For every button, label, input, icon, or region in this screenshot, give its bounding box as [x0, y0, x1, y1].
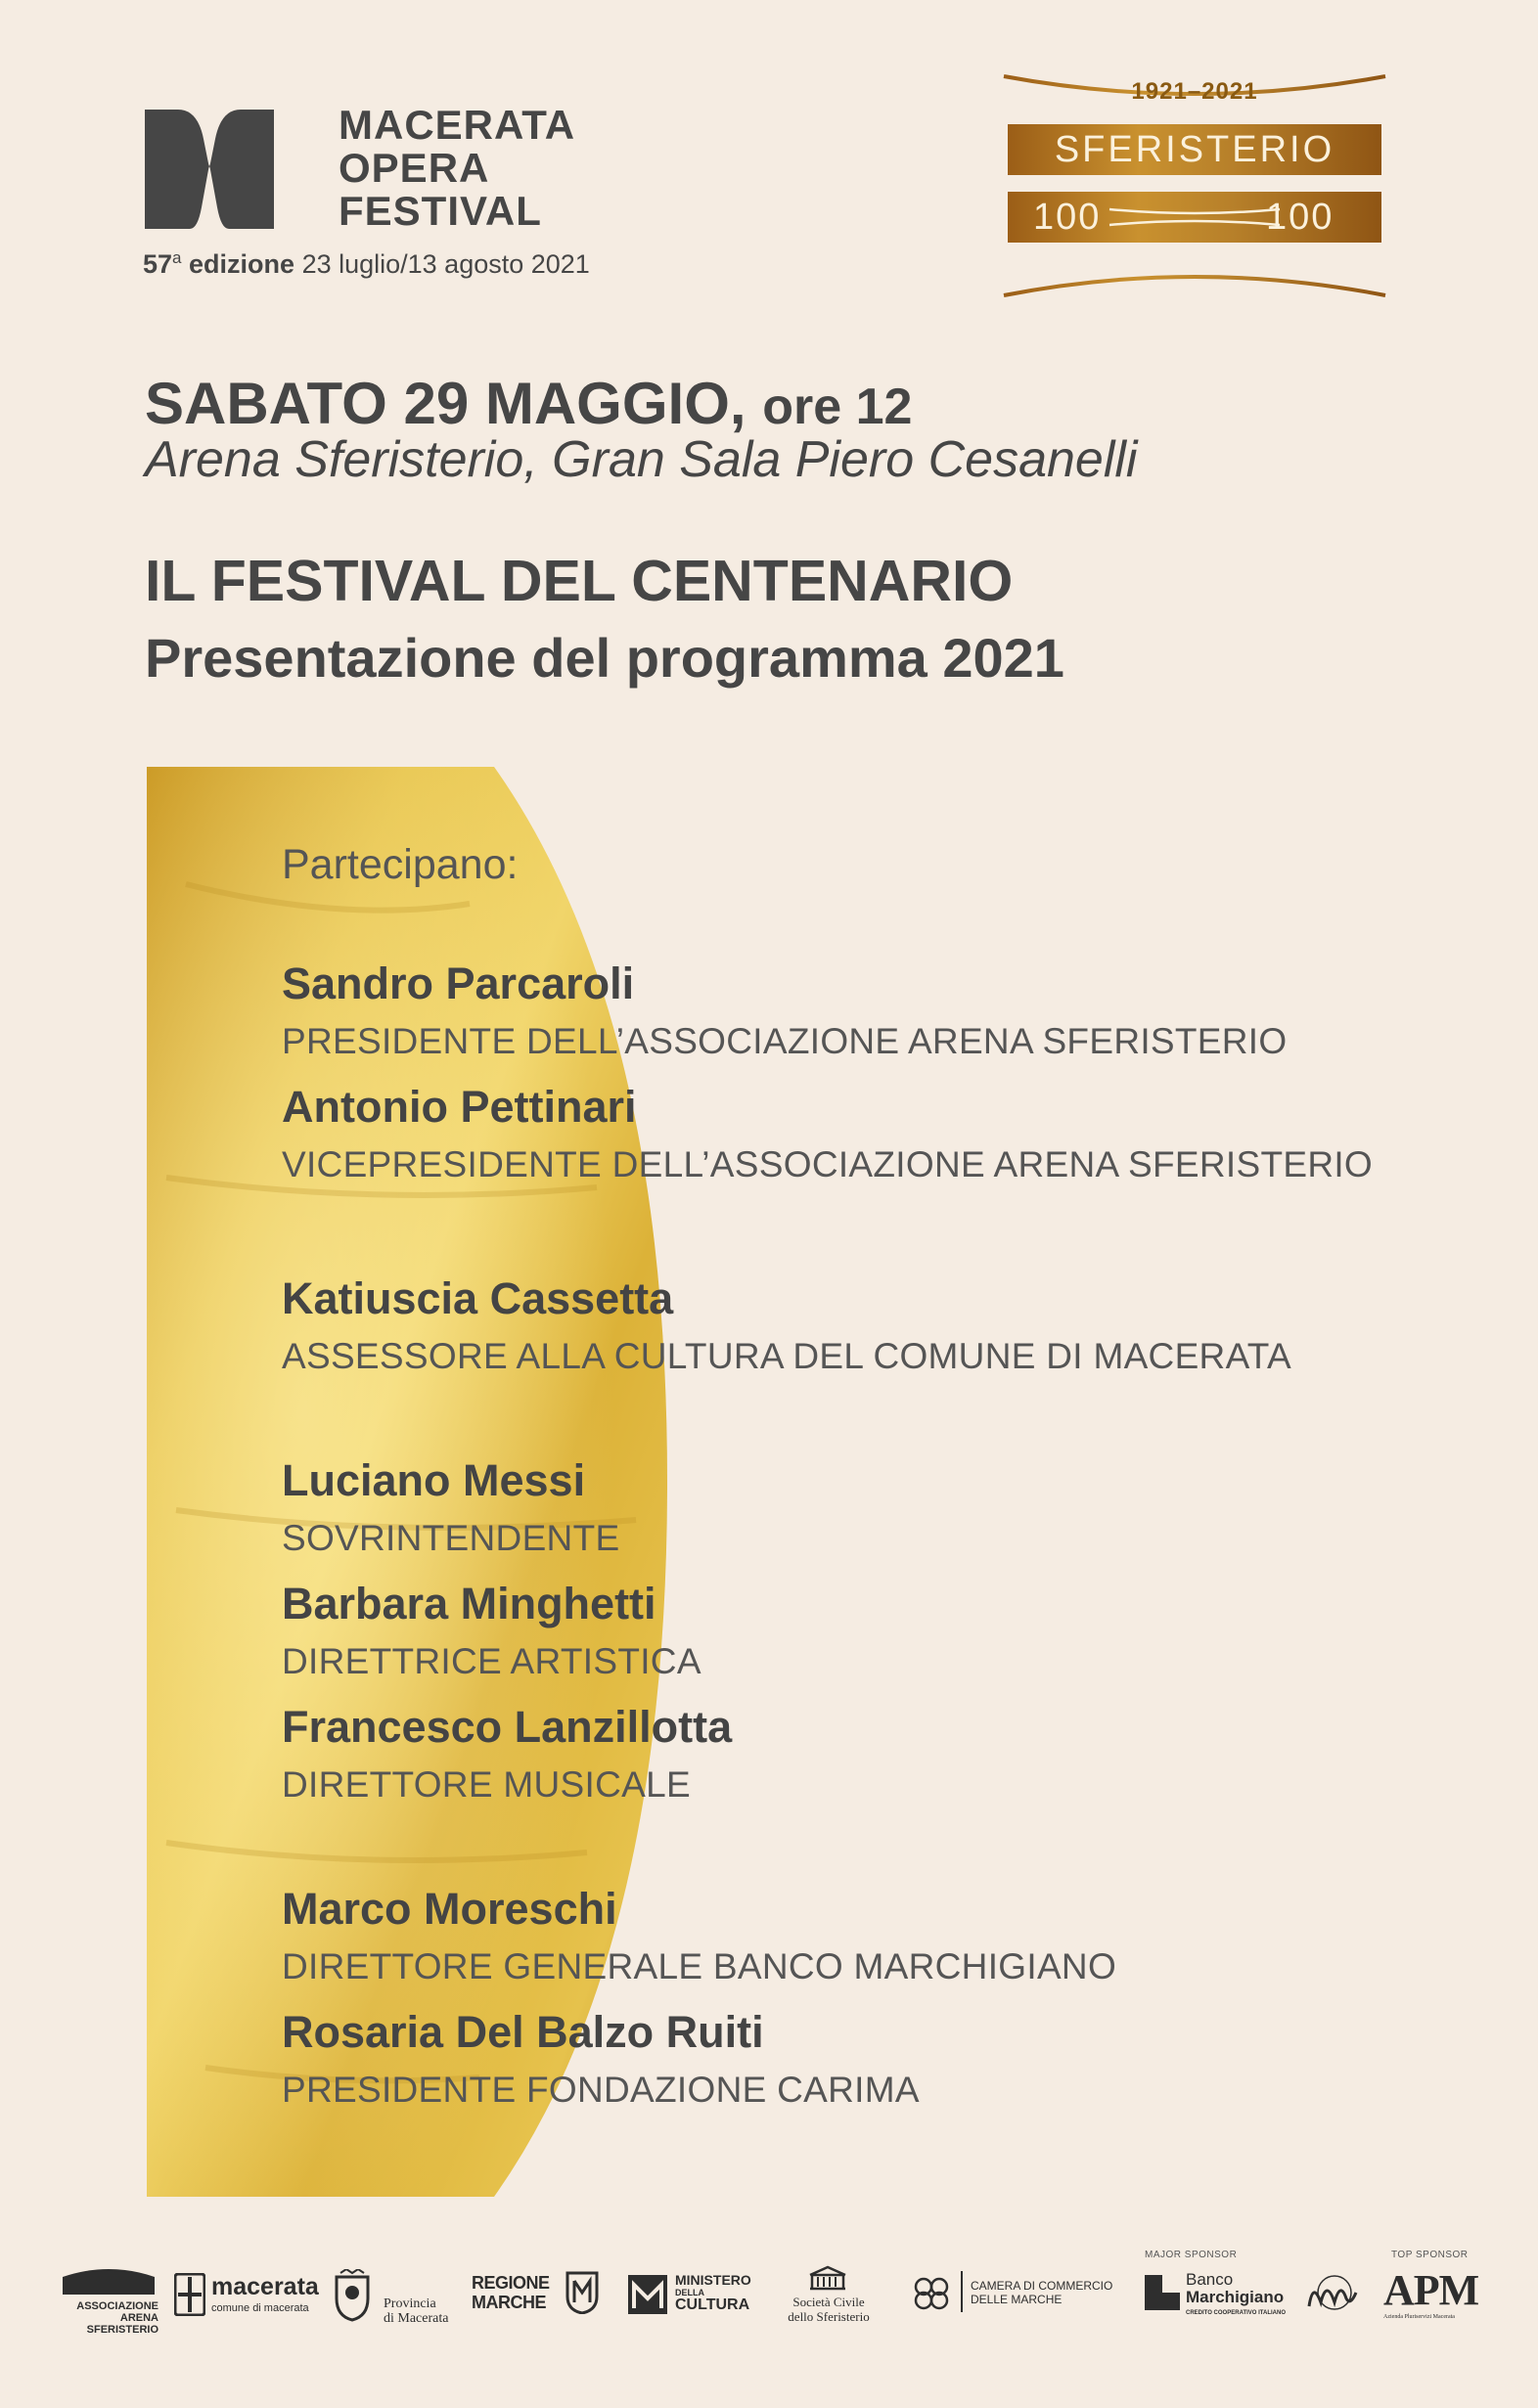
participant-role: DIRETTRICE ARTISTICA [282, 1641, 701, 1681]
arena-sferisterio-icon [63, 2267, 155, 2295]
logo-line-1: MACERATA [339, 102, 576, 148]
associazione-logo [61, 2300, 158, 2336]
participant-name: Marco Moreschi [282, 1884, 617, 1934]
ministero-line-2: DELLA [675, 2288, 704, 2297]
participant-name: Francesco Lanzillotta [282, 1702, 733, 1752]
edition-info [143, 248, 590, 280]
participant-role: DIRETTORE GENERALE BANCO MARCHIGIANO [282, 1946, 1117, 1986]
sponsor-footer [0, 2250, 1538, 2367]
badge-title: SFERISTERIO [1054, 129, 1335, 170]
major-sponsor-label: MAJOR SPONSOR [1145, 2250, 1238, 2260]
logo-line-2: OPERA [339, 145, 490, 191]
banco-script-mark-icon [1305, 2273, 1360, 2312]
provincia-crest-icon [333, 2269, 372, 2322]
participant-name: Barbara Minghetti [282, 1579, 656, 1628]
participant-name: Luciano Messi [282, 1455, 586, 1505]
societa-civile-building-icon [808, 2265, 847, 2291]
event-time: ore 12 [762, 379, 913, 435]
top-sponsor-label: TOP SPONSOR [1391, 2250, 1469, 2260]
participant-name: Antonio Pettinari [282, 1082, 637, 1132]
banco-line-2: Marchigiano [1186, 2288, 1285, 2306]
participant-name: Katiuscia Cassetta [282, 1273, 674, 1323]
badge-left-number: 100 [1033, 197, 1102, 238]
societa-civile-logo [787, 2295, 871, 2324]
participant-name: Rosaria Del Balzo Ruiti [282, 2007, 764, 2057]
event-title: IL FESTIVAL DEL CENTENARIO [145, 549, 1014, 613]
edition-dates: 23 luglio/13 agosto 2021 [301, 249, 590, 279]
associazione-line-2: ARENA SFERISTERIO [86, 2312, 158, 2336]
provincia-line-2: di Macerata [384, 2311, 449, 2326]
participant-role: DIRETTORE MUSICALE [282, 1764, 691, 1805]
sferisterio-centenary-badge [1002, 72, 1387, 299]
camera-commercio-knot-icon [910, 2273, 953, 2312]
event-date: SABATO 29 MAGGIO, [145, 371, 746, 436]
societa-line-1: Società Civile [792, 2295, 865, 2309]
regione-line-1: REGIONE [472, 2273, 550, 2293]
edition-superscript: a [172, 248, 182, 267]
participants-heading: Partecipano: [282, 841, 519, 888]
regione-line-2: MARCHE [472, 2293, 546, 2312]
badge-right-number: 100 [1266, 197, 1334, 238]
banco-subtext: CREDITO COOPERATIVO ITALIANO [1186, 2310, 1287, 2316]
ministero-cultura-icon [628, 2275, 667, 2314]
participant-role: PRESIDENTE FONDAZIONE CARIMA [282, 2070, 920, 2110]
event-venue: Arena Sferisterio, Gran Sala Piero Cesanelli [145, 431, 1138, 488]
edition-number: 57 [143, 249, 173, 279]
macerata-coat-of-arms-icon [174, 2273, 205, 2316]
edition-word: edizione [189, 249, 295, 279]
apm-subtext: Azienda Pluriservizi Macerata [1383, 2314, 1455, 2320]
ministero-cultura-logo [675, 2273, 751, 2312]
participant-role: PRESIDENTE DELL’ASSOCIAZIONE ARENA SFERISTERIO [282, 1021, 1288, 1061]
banco-line-1: Banco [1186, 2270, 1234, 2289]
festival-logo-wordmark [339, 104, 575, 233]
banco-marchigiano-logo [1186, 2271, 1284, 2306]
participant-role: SOVRINTENDENTE [282, 1518, 620, 1558]
camera-commercio-logo [971, 2279, 1112, 2306]
regione-marche-shield-icon [565, 2271, 599, 2314]
macerata-logo-subtext: comune di macerata [211, 2302, 309, 2314]
event-date-line [145, 370, 912, 437]
societa-line-2: dello Sferisterio [788, 2309, 870, 2324]
provincia-logo [384, 2297, 448, 2326]
camera-line-1: CAMERA DI COMMERCIO [971, 2279, 1113, 2293]
ministero-line-3: CULTURA [675, 2297, 750, 2313]
logo-line-3: FESTIVAL [339, 188, 542, 234]
regione-marche-logo [472, 2273, 550, 2312]
event-subtitle: Presentazione del programma 2021 [145, 627, 1064, 689]
macerata-opera-festival-logo-mark [145, 110, 274, 229]
macerata-logo-text: macerata [211, 2273, 319, 2300]
participant-name: Sandro Parcaroli [282, 959, 635, 1008]
ministero-line-1: MINISTERO [675, 2272, 751, 2288]
provincia-line-1: Provincia [384, 2297, 436, 2311]
associazione-line-1: ASSOCIAZIONE [76, 2300, 158, 2312]
camera-divider [961, 2271, 963, 2312]
participant-role: ASSESSORE ALLA CULTURA DEL COMUNE DI MACERATA [282, 1336, 1291, 1376]
banco-marchigiano-icon [1145, 2275, 1180, 2310]
badge-years: 1921–2021 [1131, 78, 1258, 105]
apm-logo: APM [1383, 2266, 1479, 2314]
camera-line-2: DELLE MARCHE [971, 2293, 1063, 2306]
participant-role: VICEPRESIDENTE DELL’ASSOCIAZIONE ARENA SFERISTERIO [282, 1144, 1374, 1184]
